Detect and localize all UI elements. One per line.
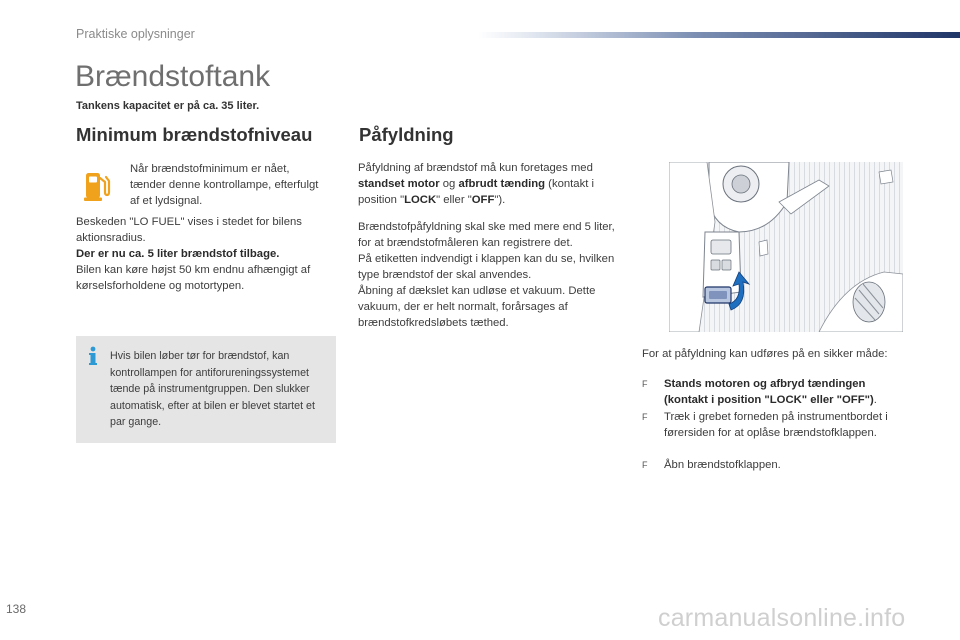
low-fuel-message-text xyxy=(76,214,344,294)
fuel-flap-lever-illustration xyxy=(669,162,903,332)
procedure-intro: For at påfyldning kan udføres på en sikker måde: xyxy=(642,348,888,360)
open-flap-step: Åbn brændstofklappen. xyxy=(664,459,781,471)
reserve-warning: Der er nu ca. 5 liter brændstof tilbage. xyxy=(76,248,280,260)
engine-stopped-emphasis: standset motor xyxy=(358,178,440,190)
watermark: carmanualsonline.info xyxy=(658,604,906,632)
capacity-note: Tankens kapacitet er på ca. 35 liter. xyxy=(76,100,260,112)
section-header: Praktiske oplysninger xyxy=(76,27,195,41)
page-title: Brændstoftank xyxy=(75,60,271,93)
fuel-label-paragraph: På etiketten indvendigt i klappen kan du se, hvilken type brændstof der skal anvendes. xyxy=(358,253,615,281)
bullet-marker: F xyxy=(642,412,648,422)
minimum-fuel-heading: Minimum brændstofniveau xyxy=(76,124,313,145)
lock-position: LOCK xyxy=(404,194,437,206)
header-gradient-bar xyxy=(478,32,960,38)
lo-fuel-message: Beskeden "LO FUEL" vises i stedet for bilens aktionsradius. xyxy=(76,216,302,244)
refuel-instruction-text: Påfyldning af brændstof må kun foretages med standset motor og afbrudt tænding (kontakt i position "LOCK" eller "OFF"). xyxy=(358,162,595,206)
pull-lever-step: Træk i grebet forneden på instrumentbordet i førersiden for at oplåse brændstofklappen. xyxy=(664,411,888,439)
fuel-pump-icon xyxy=(84,170,112,202)
minimum-quantity-paragraph: Brændstofpåfyldning skal ske med mere end 5 liter, for at brændstofmåleren kan registrere det. xyxy=(358,221,615,249)
refuel-heading: Påfyldning xyxy=(359,124,454,145)
stop-engine-step: Stands motoren og afbryd tændingen (kontakt i position "LOCK" eller "OFF") xyxy=(664,378,874,406)
info-icon xyxy=(87,346,99,366)
off-position: OFF xyxy=(471,194,495,206)
page-number: 138 xyxy=(6,602,27,616)
bullet-marker: F xyxy=(642,379,648,389)
info-box-text: Hvis bilen løber tør for brændstof, kan kontrollampen for antiforureningssystemet tænde på instrumentgruppen. Den slukker automatisk, efter at bilen er blevet startet et par gange. xyxy=(110,350,315,428)
bullet-marker: F xyxy=(642,460,648,470)
warning-lamp-text: Når brændstofminimum er nået, tænder denne kontrollampe, efterfulgt af et lydsignal. xyxy=(130,163,319,207)
vacuum-paragraph: Åbning af dækslet kan udløse et vakuum. Dette vakuum, der er helt normalt, forårsages af brændstofkredsløbets tæthed. xyxy=(358,285,596,329)
remaining-range-text: Bilen kan køre højst 50 km endnu afhængigt af kørselsforholdene og motortypen. xyxy=(76,264,311,292)
ignition-off-emphasis: afbrudt tænding xyxy=(458,178,546,190)
refuel-details-text xyxy=(358,219,630,331)
